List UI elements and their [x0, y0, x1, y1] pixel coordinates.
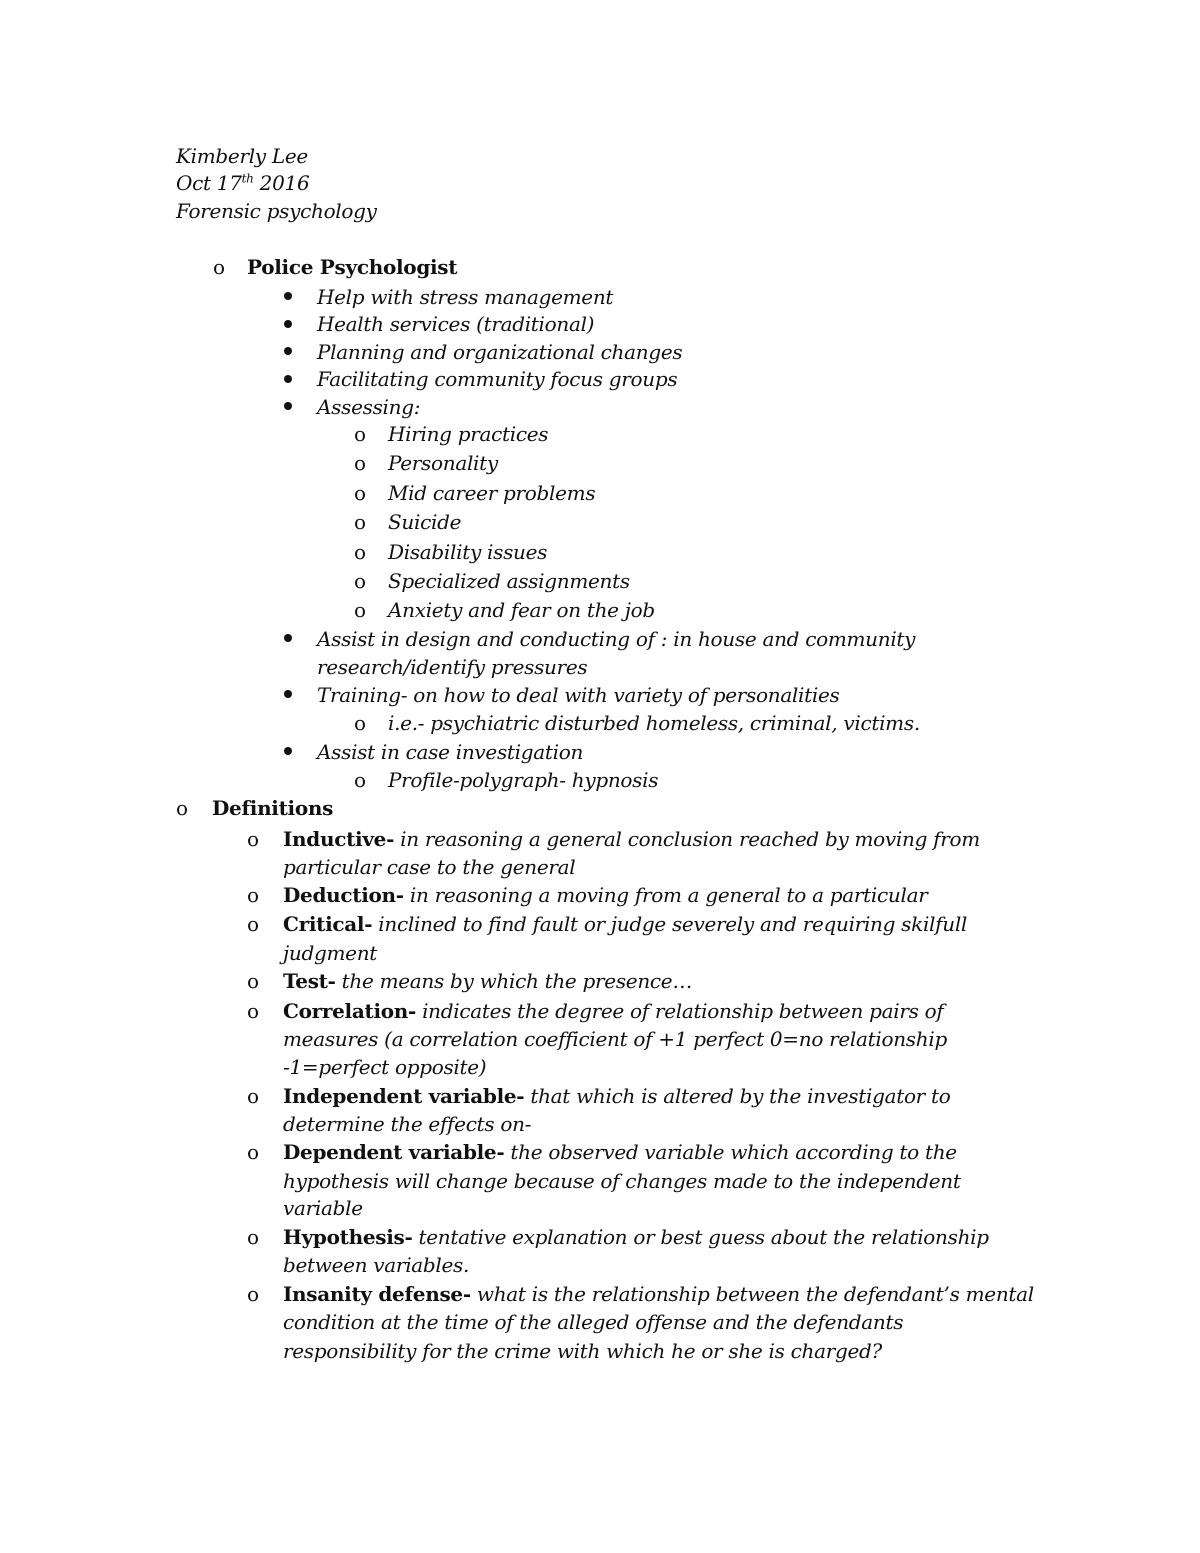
list-item: Assist in design and conducting of : in house and community — [317, 627, 916, 651]
definition-term: Test- — [283, 969, 336, 993]
definition-text: between variables. — [283, 1253, 470, 1277]
hollow-bullet-icon: o — [354, 481, 367, 505]
definition-item — [283, 881, 927, 909]
hollow-bullet-icon: o — [354, 768, 367, 792]
definition-term: Independent variable- — [283, 1084, 525, 1108]
definition-text: in reasoning a general conclusion reached by moving from — [394, 827, 980, 851]
sub-list-item: Suicide — [388, 510, 462, 534]
bullet-icon — [284, 347, 292, 355]
definition-text: hypothesis will change because of changes made to the independent — [283, 1169, 961, 1193]
sub-list-item: Hiring practices — [388, 422, 549, 446]
definition-text: particular case to the general — [283, 855, 576, 879]
definition-text: responsibility for the crime with which he or she is charged? — [283, 1339, 882, 1363]
definition-text: determine the effects on- — [283, 1112, 532, 1136]
author-name: Kimberly Lee — [176, 144, 308, 168]
sub-list-item: Mid career problems — [388, 481, 596, 505]
hollow-bullet-icon: o — [354, 598, 367, 622]
hollow-bullet-icon: o — [354, 569, 367, 593]
sub-list-item: Personality — [388, 451, 498, 475]
list-item: Assist in case investigation — [317, 740, 584, 764]
sub-list-item: Specialized assignments — [388, 569, 630, 593]
definition-term: Correlation- — [283, 999, 417, 1023]
list-item: Facilitating community focus groups — [317, 367, 678, 391]
hollow-bullet-icon: o — [176, 796, 189, 820]
sub-list-item: Disability issues — [388, 540, 548, 564]
hollow-bullet-icon: o — [213, 255, 226, 279]
list-item: Assessing: — [317, 395, 421, 419]
definition-item — [283, 1138, 957, 1166]
bullet-icon — [284, 747, 292, 755]
definition-item — [283, 825, 980, 853]
date-year: 2016 — [253, 171, 310, 195]
date-text: Oct 17 — [176, 171, 242, 195]
section-heading-police: Police Psychologist — [247, 255, 458, 279]
section-heading-definitions: Definitions — [212, 796, 334, 820]
list-item: Help with stress management — [317, 285, 614, 309]
definition-item — [283, 967, 692, 995]
hollow-bullet-icon: o — [354, 540, 367, 564]
hollow-bullet-icon: o — [247, 1225, 260, 1249]
definition-text: that which is altered by the investigator to — [524, 1084, 951, 1108]
hollow-bullet-icon: o — [354, 422, 367, 446]
definition-text: indicates the degree of relationship between pairs of — [416, 999, 944, 1023]
definition-term: Insanity defense- — [283, 1282, 471, 1306]
hollow-bullet-icon: o — [247, 999, 260, 1023]
date-line — [176, 169, 309, 197]
definition-text: inclined to find fault or judge severely and requiring skilfull — [372, 912, 968, 936]
hollow-bullet-icon: o — [354, 510, 367, 534]
hollow-bullet-icon: o — [247, 1282, 260, 1306]
bullet-icon — [284, 375, 292, 383]
hollow-bullet-icon: o — [247, 1084, 260, 1108]
definition-item — [283, 1280, 1034, 1308]
definition-item — [283, 1223, 989, 1251]
hollow-bullet-icon: o — [247, 912, 260, 936]
date-ordinal: th — [241, 171, 254, 186]
list-item: Health services (traditional) — [317, 312, 595, 336]
definition-text: the observed variable which according to the — [504, 1140, 957, 1164]
list-item: Planning and organizational changes — [317, 340, 683, 364]
sub-list-item: Anxiety and fear on the job — [388, 598, 655, 622]
bullet-icon — [284, 690, 292, 698]
definition-text: the means by which the presence… — [335, 969, 693, 993]
hollow-bullet-icon: o — [354, 451, 367, 475]
definition-text: measures (a correlation coefficient of +1 perfect 0=no relationship — [283, 1027, 947, 1051]
definition-term: Critical- — [283, 912, 373, 936]
definition-text: what is the relationship between the defendant’s mental — [470, 1282, 1034, 1306]
bullet-icon — [284, 634, 292, 642]
definition-item — [283, 910, 967, 938]
definition-item — [283, 997, 943, 1025]
hollow-bullet-icon: o — [247, 969, 260, 993]
hollow-bullet-icon: o — [247, 827, 260, 851]
sub-list-item: Profile-polygraph- hypnosis — [388, 768, 659, 792]
bullet-icon — [284, 292, 292, 300]
list-item: Training- on how to deal with variety of personalities — [317, 683, 840, 707]
definition-text: variable — [283, 1196, 363, 1220]
definition-term: Inductive- — [283, 827, 395, 851]
sub-list-item: i.e.- psychiatric disturbed homeless, criminal, victims. — [388, 711, 920, 735]
list-item-continuation: research/identify pressures — [317, 655, 588, 679]
definition-text: tentative explanation or best guess about the relationship — [412, 1225, 989, 1249]
definition-text: in reasoning a moving from a general to a particular — [403, 883, 928, 907]
hollow-bullet-icon: o — [247, 1140, 260, 1164]
definition-text: -1=perfect opposite) — [283, 1055, 487, 1079]
subject-line: Forensic psychology — [176, 199, 377, 223]
definition-item — [283, 1082, 950, 1110]
hollow-bullet-icon: o — [354, 711, 367, 735]
definition-term: Dependent variable- — [283, 1140, 505, 1164]
bullet-icon — [284, 402, 292, 410]
hollow-bullet-icon: o — [247, 883, 260, 907]
definition-text: condition at the time of the alleged offense and the defendants — [283, 1310, 904, 1334]
definition-term: Hypothesis- — [283, 1225, 413, 1249]
definition-text: judgment — [283, 941, 378, 965]
bullet-icon — [284, 320, 292, 328]
definition-term: Deduction- — [283, 883, 404, 907]
